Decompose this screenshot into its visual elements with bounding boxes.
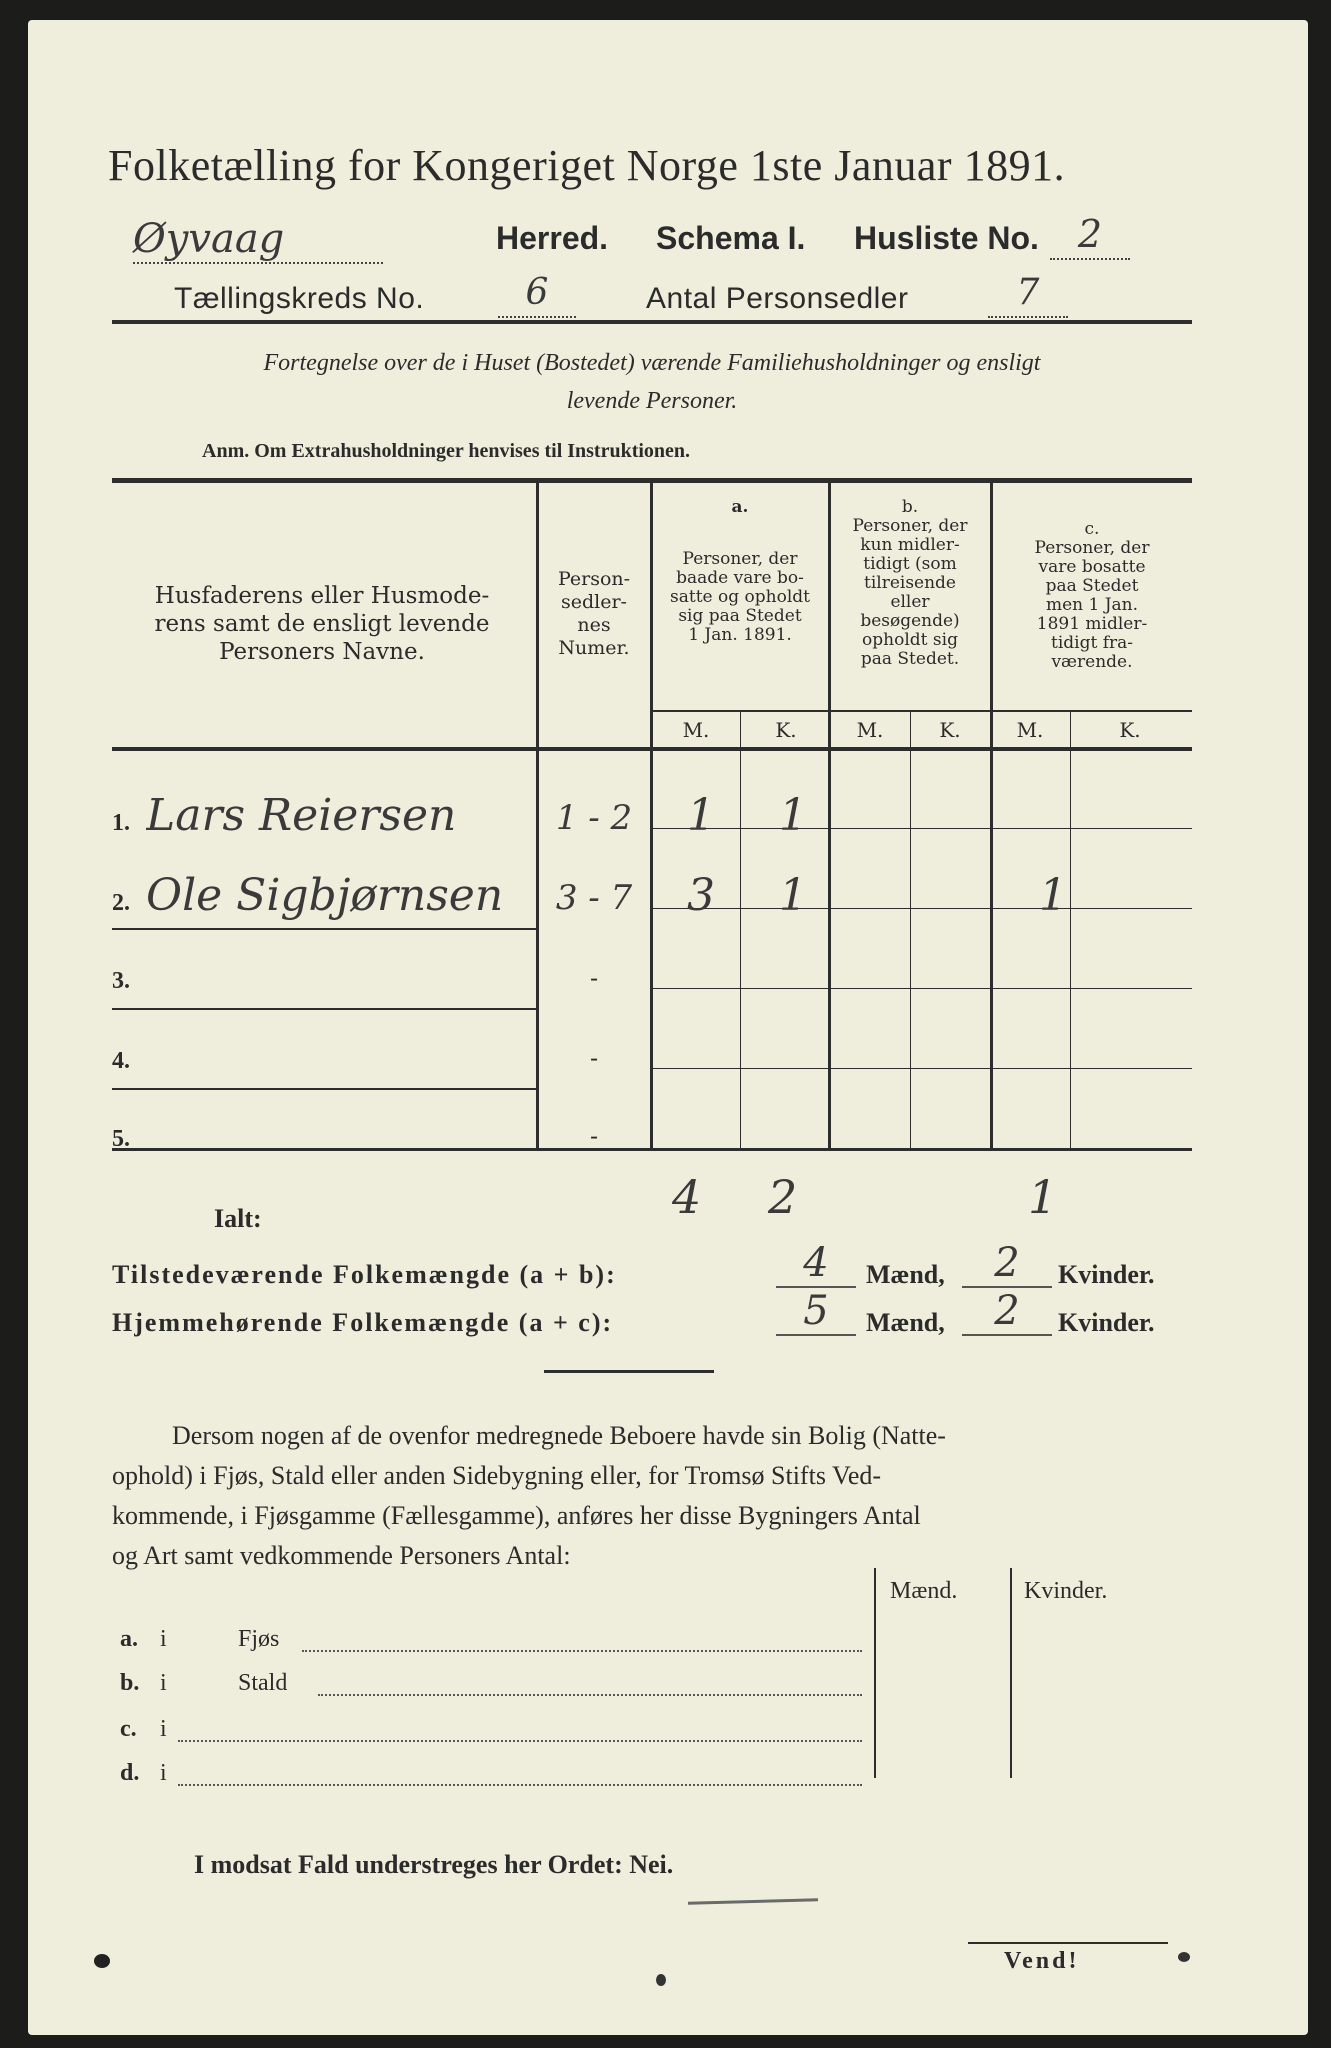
item-label: Stald: [238, 1670, 288, 1696]
col-c-head: [992, 520, 1192, 672]
intro-line-1: Fortegnelse over de i Huset (Bostedet) værende Familiehusholdninger og ensligt: [263, 350, 1041, 376]
person-name: Lars Reiersen: [146, 790, 457, 841]
schema-label: Schema I.: [656, 220, 806, 256]
col-b-letter: b.: [901, 497, 919, 517]
item-i: i: [160, 1716, 167, 1742]
intro-line-2: levende Personer.: [566, 388, 738, 414]
col-c-line-6: tidigt fra-: [1050, 633, 1133, 653]
col-num-line-3: nes: [577, 614, 611, 636]
kreds-label: Tællingskreds No.: [174, 282, 425, 315]
col-b-line-8: paa Stedet.: [860, 649, 960, 669]
item-label: Fjøs: [238, 1626, 280, 1652]
census-form: [28, 20, 1308, 2035]
col-b-split: [910, 710, 911, 1150]
col-a-letter: a.: [731, 497, 749, 517]
col-c-line-5: 1891 midler-: [1036, 614, 1148, 634]
item-letter: c.: [120, 1716, 137, 1742]
hjemme-maend: Mænd,: [866, 1308, 945, 1337]
bottom-line-3: kommende, i Fjøsgamme (Fællesgamme), anføres her disse Bygningers Antal: [112, 1501, 921, 1530]
col-a-line-5: 1 Jan. 1891.: [688, 625, 792, 645]
col-b-line-1: Personer, der: [852, 516, 968, 536]
item-i: i: [160, 1760, 167, 1786]
ink-spot: [656, 1974, 666, 1986]
col-b-head: [830, 498, 990, 669]
col-b-line-6: besøgende): [860, 611, 960, 631]
hjemme-label: Hjemmehørende Folkemængde (a + c):: [112, 1308, 614, 1337]
col-a-m: M.: [682, 718, 710, 742]
col-c-letter: c.: [1084, 519, 1100, 539]
col-names-line-3: Personers Navne.: [219, 639, 425, 665]
header-rule: [112, 320, 1192, 324]
tilstede-k: 2: [962, 1240, 1052, 1288]
col-b-line-4: tilreisende: [863, 573, 956, 593]
person-name: Ole Sigbjørnsen: [146, 870, 504, 921]
ialt-label: Ialt:: [214, 1204, 262, 1233]
col-num-line-4: Numer.: [558, 637, 630, 659]
row-rule-data-4: [652, 1068, 1192, 1069]
ialt-c-m: 1: [1028, 1170, 1058, 1224]
item-letter: b.: [120, 1670, 140, 1696]
col-c-m: M.: [1016, 718, 1044, 742]
person-number: -: [589, 1044, 599, 1072]
row-rule-5: [112, 1088, 538, 1090]
maend-head: Mænd.: [890, 1578, 958, 1604]
mk-rule: [652, 710, 1192, 712]
item-letter: a.: [120, 1626, 138, 1652]
col-a-line-3: satte og opholdt: [670, 587, 810, 607]
col-c-k: K.: [1119, 718, 1141, 742]
ialt-a-m: 4: [672, 1170, 702, 1224]
col-c-line-3: paa Stedet: [1045, 576, 1139, 596]
item-i: i: [160, 1670, 167, 1696]
ink-spot: [94, 1954, 110, 1968]
vend-rule: [968, 1942, 1168, 1944]
kvinder-head: Kvinder.: [1024, 1578, 1108, 1604]
anm-note: Anm. Om Extrahusholdninger henvises til Instruktionen.: [202, 440, 691, 462]
col-names-head: [112, 582, 532, 666]
bottom-paragraph: [112, 1416, 1192, 1576]
row-rule-data-2: [652, 908, 1192, 909]
modsat-note: I modsat Fald understreges her Ordet: Nei.: [194, 1850, 674, 1879]
person-number: 1 - 2: [555, 798, 633, 838]
tilstede-kvinder: Kvinder.: [1058, 1260, 1155, 1289]
col-b-line-3: tidigt (som: [863, 554, 957, 574]
bottom-line-1: Dersom nogen af de ovenfor medregnede Beboere havde sin Bolig (Natte-: [172, 1421, 946, 1450]
col-num-line-2: sedler-: [561, 591, 627, 613]
col-num-line-1: Person-: [557, 568, 631, 590]
bottom-col-divider-2: [1010, 1568, 1012, 1778]
tilstede-label: Tilstedeværende Folkemængde (a + b):: [112, 1260, 617, 1289]
row-number: 2.: [112, 890, 130, 916]
bottom-line-2: ophold) i Fjøs, Stald eller anden Sidebygning eller, for Tromsø Stifts Ved-: [112, 1461, 882, 1490]
antal-label: Antal Personsedler: [646, 282, 909, 315]
col-a-line-4: sig paa Stedet: [678, 606, 802, 626]
col-b-line-2: kun midler-: [860, 535, 960, 555]
husliste-label: Husliste No.: [854, 220, 1039, 256]
row-number: 3.: [112, 968, 130, 994]
nei-underline: [688, 1898, 818, 1904]
item-letter: d.: [120, 1760, 140, 1786]
row-number: 1.: [112, 810, 130, 836]
item-dotline: [318, 1694, 862, 1696]
col-c-split: [1070, 710, 1071, 1150]
hjemme-kvinder: Kvinder.: [1058, 1308, 1155, 1337]
col-a-split: [740, 710, 741, 1150]
ialt-a-k: 2: [768, 1170, 798, 1224]
col-b-line-5: eller: [890, 592, 930, 612]
col-b-line-7: opholdt sig: [862, 630, 958, 650]
col-a-line-2: baade vare bo-: [676, 568, 804, 588]
cell-a-m: 3: [687, 870, 715, 921]
row-number: 4.: [112, 1048, 130, 1074]
row-rule-data-3: [652, 988, 1192, 989]
col-b-k: K.: [939, 718, 961, 742]
col-c-line-7: værende.: [1051, 652, 1133, 672]
hjemme-m: 5: [776, 1288, 856, 1336]
bottom-col-divider-1: [874, 1568, 876, 1778]
col-b-m: M.: [856, 718, 884, 742]
tilstede-m: 4: [776, 1240, 856, 1288]
vend-label: Vend!: [1004, 1948, 1080, 1974]
col-names-line-2: rens samt de ensligt levende: [154, 611, 490, 637]
col-num-head: [538, 568, 650, 660]
col-a-k: K.: [775, 718, 797, 742]
col-names-line-1: Husfaderens eller Husmode-: [154, 583, 490, 609]
col-c-line-4: men 1 Jan.: [1045, 595, 1139, 615]
tilstede-maend: Mænd,: [866, 1260, 945, 1289]
person-number: -: [589, 1122, 599, 1150]
kreds-value: 6: [498, 272, 576, 318]
cell-a-m: 1: [687, 790, 715, 841]
row-number: 5.: [112, 1126, 130, 1152]
item-dotline: [302, 1650, 862, 1652]
col-c-line-2: vare bosatte: [1038, 557, 1146, 577]
ink-spot: [1178, 1952, 1190, 1962]
row-rule-3: [112, 928, 538, 930]
person-number: 3 - 7: [555, 878, 633, 918]
item-dotline: [178, 1740, 862, 1742]
cell-a-k: 1: [779, 870, 807, 921]
cell-a-k: 1: [779, 790, 807, 841]
antal-value: 7: [988, 272, 1068, 318]
husliste-value: 2: [1050, 212, 1130, 260]
col-a-line-1: Personer, der: [682, 549, 798, 569]
section-divider: [544, 1370, 714, 1373]
row-rule-data-1: [652, 828, 1192, 829]
row-rule-4: [112, 1008, 538, 1010]
item-i: i: [160, 1626, 167, 1652]
col-c-line-1: Personer, der: [1034, 538, 1150, 558]
item-dotline: [178, 1784, 862, 1786]
bottom-line-4: og Art samt vedkommende Personers Antal:: [112, 1541, 571, 1570]
herred-label: Herred.: [496, 220, 609, 256]
herred-value: Øyvaag: [133, 216, 383, 264]
form-title: Folketælling for Kongeriget Norge 1ste Januar 1891.: [108, 141, 1066, 190]
hjemme-k: 2: [962, 1288, 1052, 1336]
cell-c-m: 1: [1039, 870, 1067, 921]
col-a-head: [652, 550, 828, 645]
person-number: -: [589, 964, 599, 992]
